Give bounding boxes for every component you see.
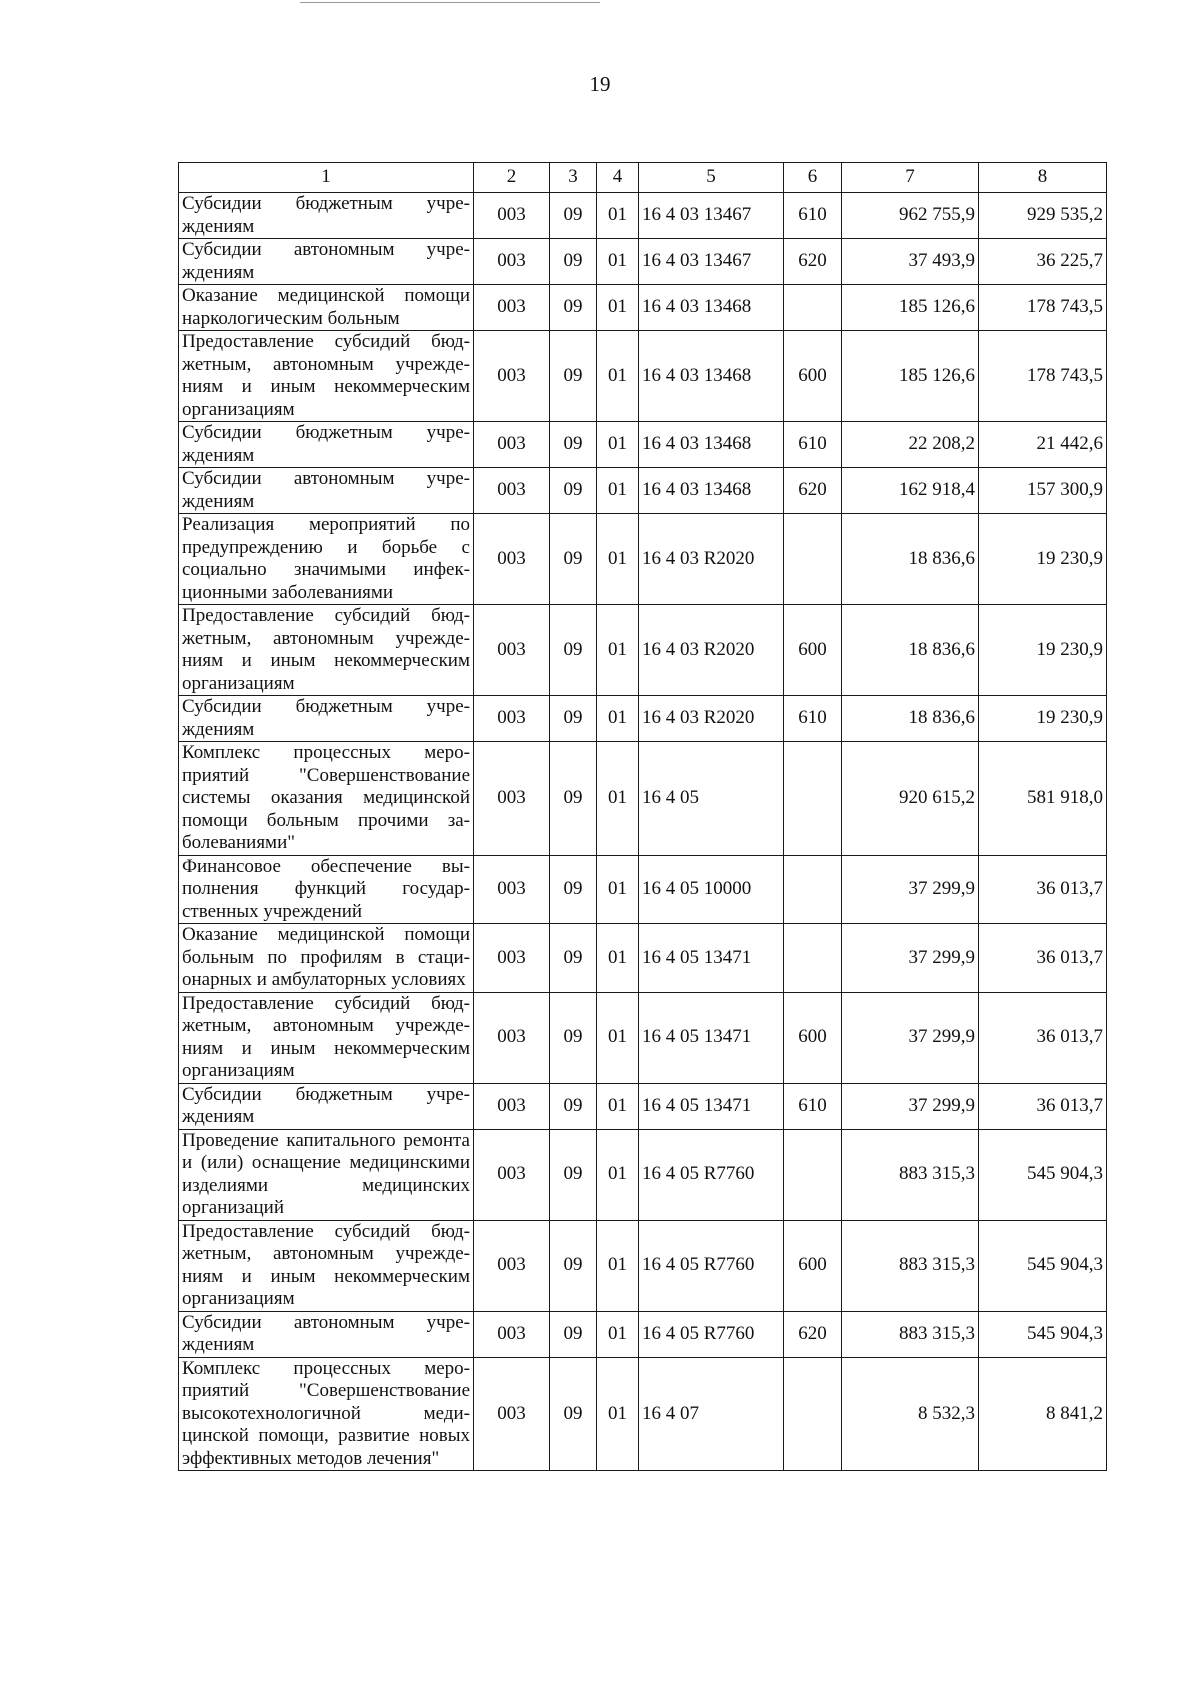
cell-amount-year-1: 37 299,9 <box>842 1083 979 1129</box>
table-row <box>179 742 1107 856</box>
cell-section: 09 <box>550 1357 597 1471</box>
cell-ministry-code: 003 <box>474 742 550 856</box>
cell-amount-year-1: 8 532,3 <box>842 1357 979 1471</box>
cell-name: Комплекс процессных мероприятий "Совершенствование высокотехнологичной медицинской помощи, развитие новых эффективных методов лечения" <box>179 1357 474 1471</box>
table-row <box>179 696 1107 742</box>
cell-ministry-code: 003 <box>474 193 550 239</box>
cell-name: Субсидии автономным учреждениям <box>179 468 474 514</box>
cell-expense-type <box>784 514 842 605</box>
cell-subsection: 01 <box>597 1357 639 1471</box>
cell-ministry-code: 003 <box>474 924 550 993</box>
cell-ministry-code: 003 <box>474 1129 550 1220</box>
cell-expense-type: 620 <box>784 1311 842 1357</box>
cell-expense-type: 600 <box>784 992 842 1083</box>
cell-name: Субсидии автономным учреждениям <box>179 239 474 285</box>
cell-ministry-code: 003 <box>474 422 550 468</box>
cell-expense-type <box>784 285 842 331</box>
cell-ministry-code: 003 <box>474 285 550 331</box>
table-row <box>179 1220 1107 1311</box>
cell-name: Субсидии бюджетным учреждениям <box>179 422 474 468</box>
cell-expense-type: 610 <box>784 1083 842 1129</box>
cell-amount-year-2: 929 535,2 <box>979 193 1107 239</box>
cell-target-article: 16 4 03 13467 <box>639 193 784 239</box>
table-row <box>179 992 1107 1083</box>
cell-section: 09 <box>550 992 597 1083</box>
cell-target-article: 16 4 05 R7760 <box>639 1311 784 1357</box>
cell-target-article: 16 4 05 10000 <box>639 855 784 924</box>
cell-subsection: 01 <box>597 285 639 331</box>
cell-target-article: 16 4 05 R7760 <box>639 1220 784 1311</box>
cell-ministry-code: 003 <box>474 1220 550 1311</box>
cell-name: Оказание медицинской помощи наркологическим больным <box>179 285 474 331</box>
cell-ministry-code: 003 <box>474 331 550 422</box>
cell-section: 09 <box>550 239 597 285</box>
cell-amount-year-2: 36 225,7 <box>979 239 1107 285</box>
cell-section: 09 <box>550 1220 597 1311</box>
cell-name: Субсидии автономным учреждениям <box>179 1311 474 1357</box>
cell-amount-year-2: 545 904,3 <box>979 1220 1107 1311</box>
cell-subsection: 01 <box>597 422 639 468</box>
cell-expense-type: 610 <box>784 422 842 468</box>
cell-name: Субсидии бюджетным учреждениям <box>179 193 474 239</box>
cell-amount-year-2: 36 013,7 <box>979 992 1107 1083</box>
table-row <box>179 331 1107 422</box>
cell-amount-year-1: 883 315,3 <box>842 1129 979 1220</box>
cell-amount-year-1: 883 315,3 <box>842 1311 979 1357</box>
cell-amount-year-1: 920 615,2 <box>842 742 979 856</box>
cell-target-article: 16 4 05 13471 <box>639 924 784 993</box>
cell-section: 09 <box>550 285 597 331</box>
table-row <box>179 1311 1107 1357</box>
cell-expense-type <box>784 742 842 856</box>
cell-target-article: 16 4 05 13471 <box>639 992 784 1083</box>
scan-top-rule <box>300 2 600 3</box>
cell-amount-year-2: 19 230,9 <box>979 605 1107 696</box>
table-row <box>179 1129 1107 1220</box>
cell-amount-year-2: 36 013,7 <box>979 1083 1107 1129</box>
cell-expense-type: 610 <box>784 696 842 742</box>
cell-section: 09 <box>550 605 597 696</box>
cell-name: Комплекс процессных мероприятий "Совершенствование системы оказания медицинской помощи больным прочими заболеваниями" <box>179 742 474 856</box>
cell-name: Предоставление субсидий бюджетным, автономным учреждениям и иным некоммерческим организациям <box>179 605 474 696</box>
cell-target-article: 16 4 03 13468 <box>639 285 784 331</box>
cell-amount-year-2: 545 904,3 <box>979 1129 1107 1220</box>
cell-amount-year-2: 581 918,0 <box>979 742 1107 856</box>
cell-ministry-code: 003 <box>474 1357 550 1471</box>
cell-target-article: 16 4 03 R2020 <box>639 605 784 696</box>
cell-amount-year-1: 18 836,6 <box>842 514 979 605</box>
header-col-7: 7 <box>842 163 979 193</box>
cell-expense-type: 610 <box>784 193 842 239</box>
budget-table <box>178 162 1107 1471</box>
cell-amount-year-2: 21 442,6 <box>979 422 1107 468</box>
table-row <box>179 422 1107 468</box>
cell-amount-year-1: 185 126,6 <box>842 285 979 331</box>
cell-expense-type: 620 <box>784 239 842 285</box>
cell-amount-year-1: 37 493,9 <box>842 239 979 285</box>
cell-amount-year-2: 36 013,7 <box>979 855 1107 924</box>
cell-subsection: 01 <box>597 1311 639 1357</box>
cell-section: 09 <box>550 514 597 605</box>
header-col-3: 3 <box>550 163 597 193</box>
cell-target-article: 16 4 05 <box>639 742 784 856</box>
cell-expense-type: 620 <box>784 468 842 514</box>
table-row <box>179 924 1107 993</box>
cell-subsection: 01 <box>597 468 639 514</box>
cell-subsection: 01 <box>597 239 639 285</box>
cell-subsection: 01 <box>597 992 639 1083</box>
cell-subsection: 01 <box>597 1129 639 1220</box>
cell-amount-year-1: 37 299,9 <box>842 855 979 924</box>
cell-amount-year-1: 162 918,4 <box>842 468 979 514</box>
header-col-8: 8 <box>979 163 1107 193</box>
cell-section: 09 <box>550 331 597 422</box>
cell-section: 09 <box>550 924 597 993</box>
cell-subsection: 01 <box>597 193 639 239</box>
cell-ministry-code: 003 <box>474 1311 550 1357</box>
cell-section: 09 <box>550 696 597 742</box>
cell-expense-type <box>784 924 842 993</box>
cell-amount-year-2: 8 841,2 <box>979 1357 1107 1471</box>
table-row <box>179 193 1107 239</box>
cell-ministry-code: 003 <box>474 992 550 1083</box>
cell-expense-type: 600 <box>784 331 842 422</box>
header-col-1: 1 <box>179 163 474 193</box>
table-body <box>179 193 1107 1471</box>
header-col-2: 2 <box>474 163 550 193</box>
cell-ministry-code: 003 <box>474 239 550 285</box>
table-row <box>179 1357 1107 1471</box>
cell-ministry-code: 003 <box>474 855 550 924</box>
cell-name: Предоставление субсидий бюджетным, автономным учреждениям и иным некоммерческим организациям <box>179 992 474 1083</box>
cell-expense-type <box>784 1357 842 1471</box>
cell-name: Субсидии бюджетным учреждениям <box>179 1083 474 1129</box>
cell-amount-year-2: 36 013,7 <box>979 924 1107 993</box>
cell-amount-year-2: 157 300,9 <box>979 468 1107 514</box>
table-row <box>179 605 1107 696</box>
cell-amount-year-2: 178 743,5 <box>979 285 1107 331</box>
cell-subsection: 01 <box>597 742 639 856</box>
cell-ministry-code: 003 <box>474 468 550 514</box>
cell-section: 09 <box>550 855 597 924</box>
cell-section: 09 <box>550 1311 597 1357</box>
cell-section: 09 <box>550 422 597 468</box>
cell-name: Оказание медицинской помощи больным по профилям в стационарных и амбулаторных условиях <box>179 924 474 993</box>
cell-amount-year-1: 883 315,3 <box>842 1220 979 1311</box>
cell-expense-type <box>784 855 842 924</box>
cell-amount-year-1: 37 299,9 <box>842 992 979 1083</box>
cell-subsection: 01 <box>597 696 639 742</box>
cell-amount-year-1: 185 126,6 <box>842 331 979 422</box>
cell-amount-year-2: 19 230,9 <box>979 514 1107 605</box>
cell-name: Финансовое обеспечение выполнения функций государственных учреждений <box>179 855 474 924</box>
cell-amount-year-2: 19 230,9 <box>979 696 1107 742</box>
cell-subsection: 01 <box>597 1220 639 1311</box>
cell-section: 09 <box>550 193 597 239</box>
header-col-6: 6 <box>784 163 842 193</box>
cell-section: 09 <box>550 1129 597 1220</box>
cell-name: Проведение капитального ремонта и (или) оснащение медицинскими изделиями медицинских организаций <box>179 1129 474 1220</box>
table-row <box>179 514 1107 605</box>
cell-target-article: 16 4 05 13471 <box>639 1083 784 1129</box>
cell-amount-year-2: 178 743,5 <box>979 331 1107 422</box>
header-col-4: 4 <box>597 163 639 193</box>
cell-subsection: 01 <box>597 514 639 605</box>
cell-target-article: 16 4 03 13467 <box>639 239 784 285</box>
cell-section: 09 <box>550 742 597 856</box>
table-row <box>179 855 1107 924</box>
cell-subsection: 01 <box>597 1083 639 1129</box>
cell-target-article: 16 4 03 13468 <box>639 422 784 468</box>
cell-target-article: 16 4 03 R2020 <box>639 696 784 742</box>
cell-name: Субсидии бюджетным учреждениям <box>179 696 474 742</box>
cell-subsection: 01 <box>597 924 639 993</box>
cell-target-article: 16 4 03 13468 <box>639 331 784 422</box>
table-row <box>179 1083 1107 1129</box>
cell-target-article: 16 4 03 R2020 <box>639 514 784 605</box>
cell-ministry-code: 003 <box>474 605 550 696</box>
cell-expense-type <box>784 1129 842 1220</box>
cell-amount-year-1: 18 836,6 <box>842 696 979 742</box>
cell-ministry-code: 003 <box>474 514 550 605</box>
table-row <box>179 285 1107 331</box>
cell-amount-year-1: 18 836,6 <box>842 605 979 696</box>
cell-ministry-code: 003 <box>474 696 550 742</box>
table-row <box>179 468 1107 514</box>
cell-expense-type: 600 <box>784 1220 842 1311</box>
cell-target-article: 16 4 07 <box>639 1357 784 1471</box>
cell-section: 09 <box>550 1083 597 1129</box>
cell-subsection: 01 <box>597 605 639 696</box>
cell-amount-year-1: 22 208,2 <box>842 422 979 468</box>
cell-name: Реализация мероприятий по предупреждению и борьбе с социально значимыми инфекционными заболеваниями <box>179 514 474 605</box>
cell-amount-year-2: 545 904,3 <box>979 1311 1107 1357</box>
cell-name: Предоставление субсидий бюджетным, автономным учреждениям и иным некоммерческим организациям <box>179 1220 474 1311</box>
cell-amount-year-1: 37 299,9 <box>842 924 979 993</box>
cell-section: 09 <box>550 468 597 514</box>
cell-ministry-code: 003 <box>474 1083 550 1129</box>
header-col-5: 5 <box>639 163 784 193</box>
cell-expense-type: 600 <box>784 605 842 696</box>
table-header-row <box>179 163 1107 193</box>
cell-subsection: 01 <box>597 855 639 924</box>
cell-target-article: 16 4 03 13468 <box>639 468 784 514</box>
cell-target-article: 16 4 05 R7760 <box>639 1129 784 1220</box>
cell-subsection: 01 <box>597 331 639 422</box>
cell-amount-year-1: 962 755,9 <box>842 193 979 239</box>
cell-name: Предоставление субсидий бюджетным, автономным учреждениям и иным некоммерческим организациям <box>179 331 474 422</box>
page-number: 19 <box>589 72 611 96</box>
table-row <box>179 239 1107 285</box>
